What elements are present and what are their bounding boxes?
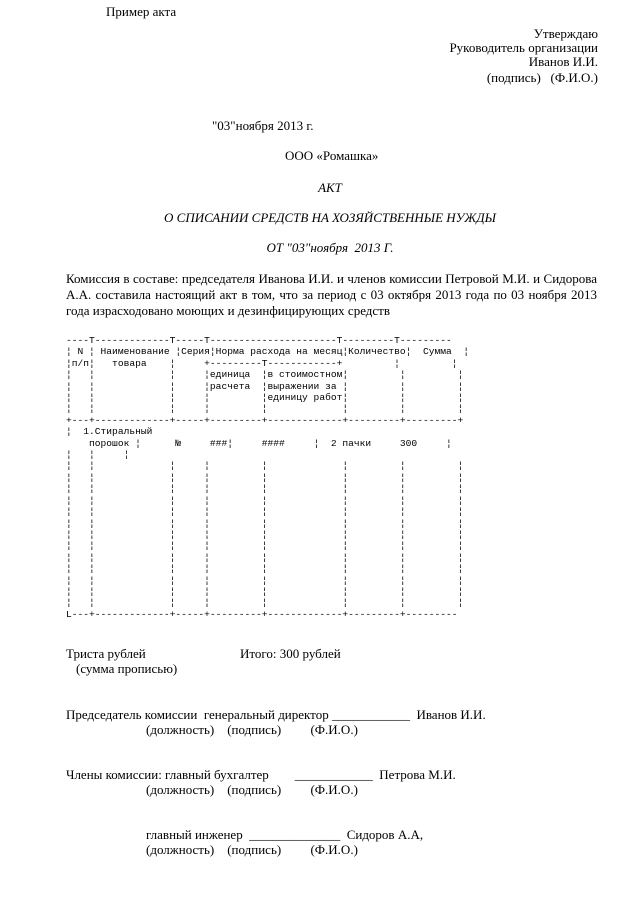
table-row: ¦ ¦ ¦ ¦ ¦ ¦ ¦ ¦ bbox=[66, 528, 464, 540]
table-row: ¦ ¦ ¦ ¦ ¦ ¦ ¦ ¦ bbox=[66, 506, 464, 518]
table-row: ¦ ¦ ¦ ¦ ¦ ¦ ¦ ¦ bbox=[66, 460, 464, 472]
commission-paragraph: Комиссия в составе: председателя Иванова И.И. и членов комиссии Петровой М.И. и Сидорова А.А. составила настоящий акт в том, что за период с 03 октября 2013 года по 03 ноября 2013 года израсходовано моющих и дезинфицирующих средств bbox=[66, 271, 597, 318]
organization-name: ООО «Ромашка» bbox=[285, 148, 379, 163]
table-row: ¦ ¦ ¦ ¦ ¦ ¦ ¦ ¦ bbox=[66, 563, 464, 575]
head-title: Руководитель организации bbox=[449, 40, 598, 55]
table-row: порошок ¦ № ###¦ #### ¦ 2 пачки 300 ¦ bbox=[66, 437, 452, 449]
table-row: ¦ ¦ ¦ ¦ ¦ ¦ ¦ ¦ bbox=[66, 551, 464, 563]
table-row: +---+-------------+-----+---------+-------------+---------+---------+ bbox=[66, 414, 464, 426]
table-row: ¦ ¦ ¦ ¦расчета ¦выражении за ¦ ¦ ¦ bbox=[66, 380, 464, 392]
table-row: ¦ ¦ ¦ bbox=[66, 449, 130, 461]
table-row: ¦ ¦ ¦ ¦ ¦ ¦ ¦ ¦ bbox=[66, 574, 464, 586]
table-row: ¦ ¦ ¦ ¦ ¦ ¦ ¦ ¦ bbox=[66, 494, 464, 506]
writeoff-table bbox=[66, 335, 469, 620]
member-engineer-line: главный инженер ______________ Сидоров А.А, bbox=[146, 827, 424, 842]
table-row: ¦ ¦ ¦ ¦ ¦ ¦ ¦ ¦ bbox=[66, 585, 464, 597]
table-row: ¦ N ¦ Наименование ¦Серия¦Норма расхода на месяц¦Количество¦ Сумма ¦ bbox=[66, 346, 470, 358]
table-row: ¦ ¦ ¦ ¦ ¦ ¦ ¦ ¦ bbox=[66, 540, 464, 552]
member-accountant-caption: (должность) (подпись) (Ф.И.О.) bbox=[146, 782, 358, 797]
signature-fio-caption: (подпись) (Ф.И.О.) bbox=[486, 70, 598, 85]
total-words: Триста рублей bbox=[66, 646, 146, 661]
table-row: ¦ ¦ ¦ ¦ ¦ ¦ ¦ ¦ bbox=[66, 483, 464, 495]
table-row: ¦ ¦ ¦ ¦ ¦ ¦ ¦ ¦ bbox=[66, 471, 464, 483]
chair-signature-caption: (должность) (подпись) (Ф.И.О.) bbox=[146, 722, 358, 737]
table-row: ¦ ¦ ¦ ¦единица ¦в стоимостном¦ ¦ ¦ bbox=[66, 369, 464, 381]
document-date: ОТ "03"ноября 2013 Г. bbox=[266, 240, 394, 255]
member-accountant-line: Члены комиссии: главный бухгалтер ____________ Петрова М.И. bbox=[66, 767, 456, 782]
total-amount: Итого: 300 рублей bbox=[240, 646, 341, 661]
chair-signature-line: Председатель комиссии генеральный директор ____________ Иванов И.И. bbox=[66, 707, 486, 722]
head-name: Иванов И.И. bbox=[528, 54, 598, 69]
table-row: ¦ ¦ ¦ ¦ ¦ ¦ ¦ ¦ bbox=[66, 517, 464, 529]
table-row: ¦ ¦ ¦ ¦ ¦единицу работ¦ ¦ ¦ bbox=[66, 392, 464, 404]
table-row: ¦п/п¦ товара ¦ +---------T------------+ ¦ ¦ bbox=[66, 357, 458, 369]
table-row: ----T-------------T-----T----------------------T---------T--------- bbox=[66, 335, 452, 346]
approve-label: Утверждаю bbox=[533, 26, 598, 41]
table-row: ¦ 1.Стиральный bbox=[66, 426, 153, 438]
member-engineer-caption: (должность) (подпись) (Ф.И.О.) bbox=[146, 842, 358, 857]
example-label: Пример акта bbox=[106, 4, 177, 19]
table-row: ¦ ¦ ¦ ¦ ¦ ¦ ¦ ¦ bbox=[66, 403, 464, 415]
document-subject: О СПИСАНИИ СРЕДСТВ НА ХОЗЯЙСТВЕННЫЕ НУЖДЫ bbox=[164, 210, 496, 225]
table-row: ¦ ¦ ¦ ¦ ¦ ¦ ¦ ¦ bbox=[66, 597, 464, 609]
total-words-caption: (сумма прописью) bbox=[76, 661, 178, 676]
document-title: АКТ bbox=[318, 180, 342, 195]
date-line: "03"ноября 2013 г. bbox=[212, 118, 314, 133]
table-row: L---+-------------+-----+---------+-------------+---------+--------- bbox=[66, 608, 458, 620]
